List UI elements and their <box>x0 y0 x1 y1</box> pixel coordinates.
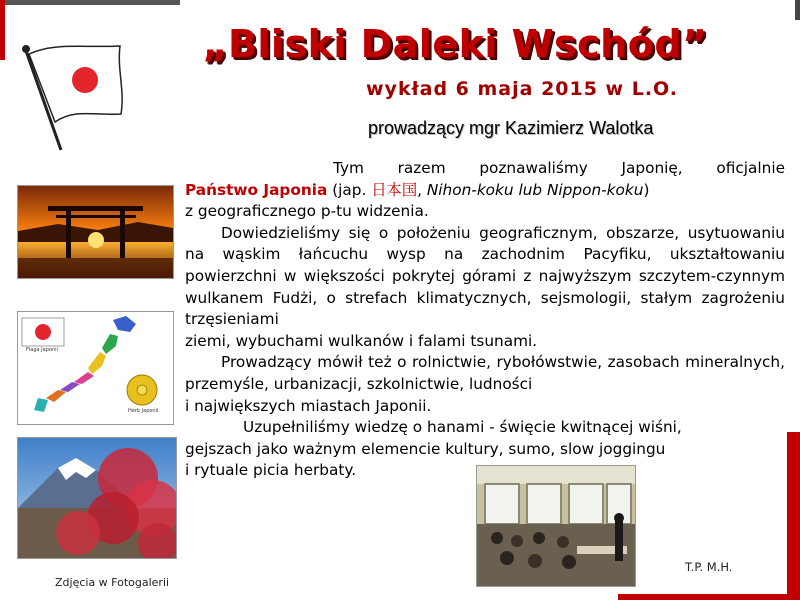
paragraph-4-line3: i rytuale picia herbaty. <box>185 461 357 480</box>
right-decor-bar <box>787 432 800 600</box>
paragraph-4: Uzupełniliśmy wiedzę o hanami - święcie kwitnącej wiśni, <box>243 418 682 437</box>
country-name: Państwo Japonia <box>185 180 328 199</box>
romanized-name: Nihon-koku lub Nippon-koku <box>426 180 644 199</box>
text-fragment: (jap. <box>327 180 372 199</box>
japanese-name: 日本国 <box>371 180 418 199</box>
paragraph-3-end: i największych miastach Japonii. <box>185 396 432 415</box>
japan-map-image <box>17 311 174 425</box>
text-fragment: ) <box>643 180 650 199</box>
right-top-decor-bar <box>795 0 800 20</box>
paragraph-1-line: Tym razem poznawaliśmy Japonię, oficjalnie <box>333 159 785 177</box>
torii-photo <box>17 185 174 279</box>
classroom-photo <box>476 465 636 587</box>
japan-flag-icon <box>15 40 135 152</box>
paragraph-1-end: z geograficznego p-tu widzenia. <box>185 202 429 221</box>
article-body <box>185 158 785 482</box>
top-decor-bar <box>0 0 180 5</box>
emblem-caption: Herb Japonii <box>128 408 159 414</box>
paragraph-2-end: ziemi, wybuchami wulkanów i falami tsunami. <box>185 331 538 350</box>
lecturer-name: prowadzący mgr Kazimierz Walotka <box>368 118 654 138</box>
page-title: „Bliski Daleki Wschód” <box>202 22 708 66</box>
flag-caption: Flaga Japonii <box>26 347 58 353</box>
lecture-date: wykład 6 maja 2015 w L.O. <box>366 78 679 100</box>
fuji-blossom-photo <box>17 437 177 559</box>
author-signature: T.P. M.H. <box>685 560 733 574</box>
photo-gallery-caption: Zdjęcia w Fotogalerii <box>55 576 170 589</box>
paragraph-3: Prowadzący mówił też o rolnictwie, rybołówstwie, zasobach mineralnych, przemyśle, urbanizacji, szkolnictwie, ludności <box>185 353 785 393</box>
bottom-decor-bar <box>618 594 800 600</box>
text-fragment: , <box>417 180 427 199</box>
paragraph-1-cont <box>185 180 785 202</box>
paragraph-2: Dowiedzieliśmy się o położeniu geograficznym, obszarze, usytuowaniu na wąskim łańcuchu wysp na zachodnim Pacyfiku, ukształtowaniu powierzchni w większości pokrytej górami z najwyższym szczytem-czynnym wulkanem Fudżi, o strefach klimatycznych, sejsmologii, stałym zagrożeniu trzęsieniami <box>185 223 785 329</box>
paragraph-4-line2: gejszach jako ważnym elemencie kultury, sumo, slow joggingu <box>185 439 666 458</box>
left-decor-bar <box>0 0 5 60</box>
